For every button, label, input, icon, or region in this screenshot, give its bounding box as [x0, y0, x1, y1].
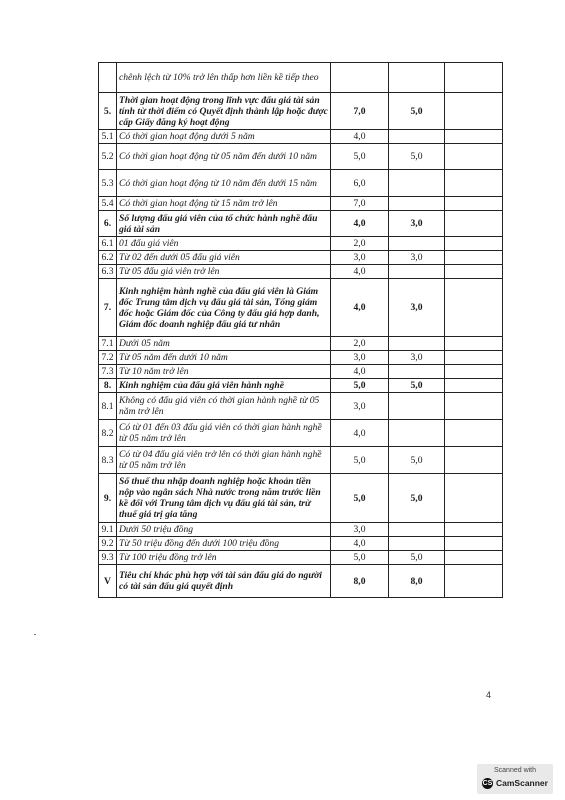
table-row [99, 130, 503, 144]
max-score: 4,0 [331, 420, 389, 447]
table-row [99, 565, 503, 598]
max-score: 5,0 [331, 551, 389, 565]
watermark-brand: CamScanner [496, 778, 548, 788]
criterion-number: 9. [99, 474, 117, 523]
awarded-score: 5,0 [389, 379, 445, 393]
criterion-number: 7.2 [99, 351, 117, 365]
criterion-text: Từ 05 năm đến dưới 10 năm [117, 351, 331, 365]
awarded-score: 5,0 [389, 93, 445, 130]
criterion-text: Có thời gian hoạt động dưới 5 năm [117, 130, 331, 144]
criterion-text: Có thời gian hoạt động từ 15 năm trở lên [117, 197, 331, 211]
criterion-number: 6. [99, 211, 117, 237]
criterion-text: Tiêu chí khác phù hợp với tài sản đấu giá do người có tài sản đấu giá quyết định [117, 565, 331, 598]
criterion-number: 5.4 [99, 197, 117, 211]
criterion-text: Số lượng đấu giá viên của tổ chức hành nghề đấu giá tài sản [117, 211, 331, 237]
criterion-number: 5.1 [99, 130, 117, 144]
criterion-number: 8.1 [99, 393, 117, 420]
table-row [99, 337, 503, 351]
awarded-score [389, 63, 445, 93]
max-score: 4,0 [331, 211, 389, 237]
awarded-score [389, 130, 445, 144]
table-row [99, 351, 503, 365]
note-cell [445, 565, 503, 598]
criterion-number: 9.3 [99, 551, 117, 565]
max-score: 4,0 [331, 130, 389, 144]
table-row [99, 265, 503, 279]
awarded-score [389, 337, 445, 351]
max-score: 4,0 [331, 537, 389, 551]
table-row [99, 474, 503, 523]
criterion-number: 9.2 [99, 537, 117, 551]
criterion-number: 9.1 [99, 523, 117, 537]
criterion-number: 8.3 [99, 447, 117, 474]
table-row [99, 237, 503, 251]
criterion-number [99, 63, 117, 93]
note-cell [445, 170, 503, 197]
table-body [99, 63, 503, 598]
max-score: 2,0 [331, 237, 389, 251]
criterion-number: V [99, 565, 117, 598]
criterion-number: 5.3 [99, 170, 117, 197]
note-cell [445, 474, 503, 523]
note-cell [445, 279, 503, 337]
criterion-number: 5. [99, 93, 117, 130]
awarded-score: 5,0 [389, 551, 445, 565]
note-cell [445, 130, 503, 144]
table-row [99, 551, 503, 565]
note-cell [445, 93, 503, 130]
criterion-number: 7. [99, 279, 117, 337]
criterion-number: 8.2 [99, 420, 117, 447]
max-score: 3,0 [331, 351, 389, 365]
table-row [99, 379, 503, 393]
awarded-score: 3,0 [389, 251, 445, 265]
criterion-text: Có từ 04 đấu giá viên trở lên có thời gian hành nghề từ 05 năm trở lên [117, 447, 331, 474]
note-cell [445, 197, 503, 211]
table-row [99, 170, 503, 197]
criterion-text: Từ 05 đấu giá viên trở lên [117, 265, 331, 279]
max-score: 4,0 [331, 365, 389, 379]
criterion-text: Từ 50 triệu đồng đến dưới 100 triệu đồng [117, 537, 331, 551]
criterion-number: 5.2 [99, 144, 117, 170]
awarded-score [389, 197, 445, 211]
awarded-score: 3,0 [389, 211, 445, 237]
note-cell [445, 393, 503, 420]
criterion-text: Kinh nghiệm hành nghề của đấu giá viên là Giám đốc Trung tâm dịch vụ đấu giá tài sản, Tổng giám đốc hoặc Giám đốc của Công ty đấu giá hợp danh, Giám đốc doanh nghiệp đấu giá tư nhân [117, 279, 331, 337]
note-cell [445, 379, 503, 393]
max-score: 5,0 [331, 379, 389, 393]
table-row [99, 197, 503, 211]
criterion-text: Kinh nghiệm của đấu giá viên hành nghề [117, 379, 331, 393]
note-cell [445, 265, 503, 279]
awarded-score: 3,0 [389, 279, 445, 337]
criterion-text: Dưới 50 triệu đồng [117, 523, 331, 537]
table-row [99, 251, 503, 265]
max-score: 4,0 [331, 279, 389, 337]
awarded-score [389, 237, 445, 251]
table-row [99, 279, 503, 337]
table-row [99, 523, 503, 537]
criterion-text: 01 đấu giá viên [117, 237, 331, 251]
table-row [99, 393, 503, 420]
note-cell [445, 523, 503, 537]
camscanner-logo-icon: CS [482, 780, 493, 787]
awarded-score: 8,0 [389, 565, 445, 598]
criterion-text: chênh lệch từ 10% trở lên thấp hơn liền kề tiếp theo [117, 63, 331, 93]
awarded-score [389, 393, 445, 420]
max-score: 3,0 [331, 523, 389, 537]
criterion-number: 6.3 [99, 265, 117, 279]
page-number: 4 [486, 690, 492, 700]
note-cell [445, 144, 503, 170]
watermark-caption: Scanned with [493, 767, 537, 774]
awarded-score [389, 265, 445, 279]
max-score: 8,0 [331, 565, 389, 598]
note-cell [445, 551, 503, 565]
criterion-text: Từ 100 triệu đồng trở lên [117, 551, 331, 565]
criterion-number: 7.1 [99, 337, 117, 351]
awarded-score [389, 170, 445, 197]
note-cell [445, 420, 503, 447]
criteria-score-table [98, 62, 503, 598]
criterion-number: 6.2 [99, 251, 117, 265]
awarded-score: 3,0 [389, 351, 445, 365]
max-score: 6,0 [331, 170, 389, 197]
awarded-score: 5,0 [389, 144, 445, 170]
table-row [99, 420, 503, 447]
awarded-score: 5,0 [389, 474, 445, 523]
criterion-number: 6.1 [99, 237, 117, 251]
table-row [99, 144, 503, 170]
max-score: 4,0 [331, 265, 389, 279]
criterion-number: 7.3 [99, 365, 117, 379]
criterion-text: Thời gian hoạt động trong lĩnh vực đấu giá tài sản tính từ thời điểm có Quyết định thành lập hoặc được cấp Giấy đăng ký hoạt động [117, 93, 331, 130]
note-cell [445, 337, 503, 351]
max-score: 5,0 [331, 144, 389, 170]
note-cell [445, 237, 503, 251]
criterion-text: Có thời gian hoạt động từ 05 năm đến dưới 10 năm [117, 144, 331, 170]
note-cell [445, 365, 503, 379]
note-cell [445, 251, 503, 265]
table-row [99, 447, 503, 474]
max-score: 5,0 [331, 474, 389, 523]
note-cell [445, 63, 503, 93]
note-cell [445, 447, 503, 474]
max-score: 5,0 [331, 447, 389, 474]
awarded-score [389, 537, 445, 551]
criterion-text: Số thuế thu nhập doanh nghiệp hoặc khoản tiền nộp vào ngân sách Nhà nước trong năm trước liền kề đối với Trung tâm dịch vụ đấu giá tài sản, trừ thuế giá trị gia tăng [117, 474, 331, 523]
criterion-text: Có thời gian hoạt động từ 10 năm đến dưới 15 năm [117, 170, 331, 197]
awarded-score [389, 523, 445, 537]
max-score: 2,0 [331, 337, 389, 351]
note-cell [445, 211, 503, 237]
criterion-text: Có từ 01 đến 03 đấu giá viên có thời gian hành nghề từ 05 năm trở lên [117, 420, 331, 447]
scan-speck [34, 634, 36, 635]
awarded-score [389, 420, 445, 447]
table-row [99, 63, 503, 93]
criterion-text: Từ 02 đến dưới 05 đấu giá viên [117, 251, 331, 265]
max-score: 7,0 [331, 93, 389, 130]
awarded-score [389, 365, 445, 379]
note-cell [445, 537, 503, 551]
table-row [99, 365, 503, 379]
criterion-text: Từ 10 năm trở lên [117, 365, 331, 379]
note-cell [445, 351, 503, 365]
max-score [331, 63, 389, 93]
max-score: 3,0 [331, 393, 389, 420]
table-row [99, 211, 503, 237]
criterion-text: Không có đấu giá viên có thời gian hành nghề từ 05 năm trở lên [117, 393, 331, 420]
criterion-text: Dưới 05 năm [117, 337, 331, 351]
camscanner-watermark [477, 764, 553, 794]
awarded-score: 5,0 [389, 447, 445, 474]
max-score: 3,0 [331, 251, 389, 265]
max-score: 7,0 [331, 197, 389, 211]
table-row [99, 537, 503, 551]
criterion-number: 8. [99, 379, 117, 393]
table-row [99, 93, 503, 130]
